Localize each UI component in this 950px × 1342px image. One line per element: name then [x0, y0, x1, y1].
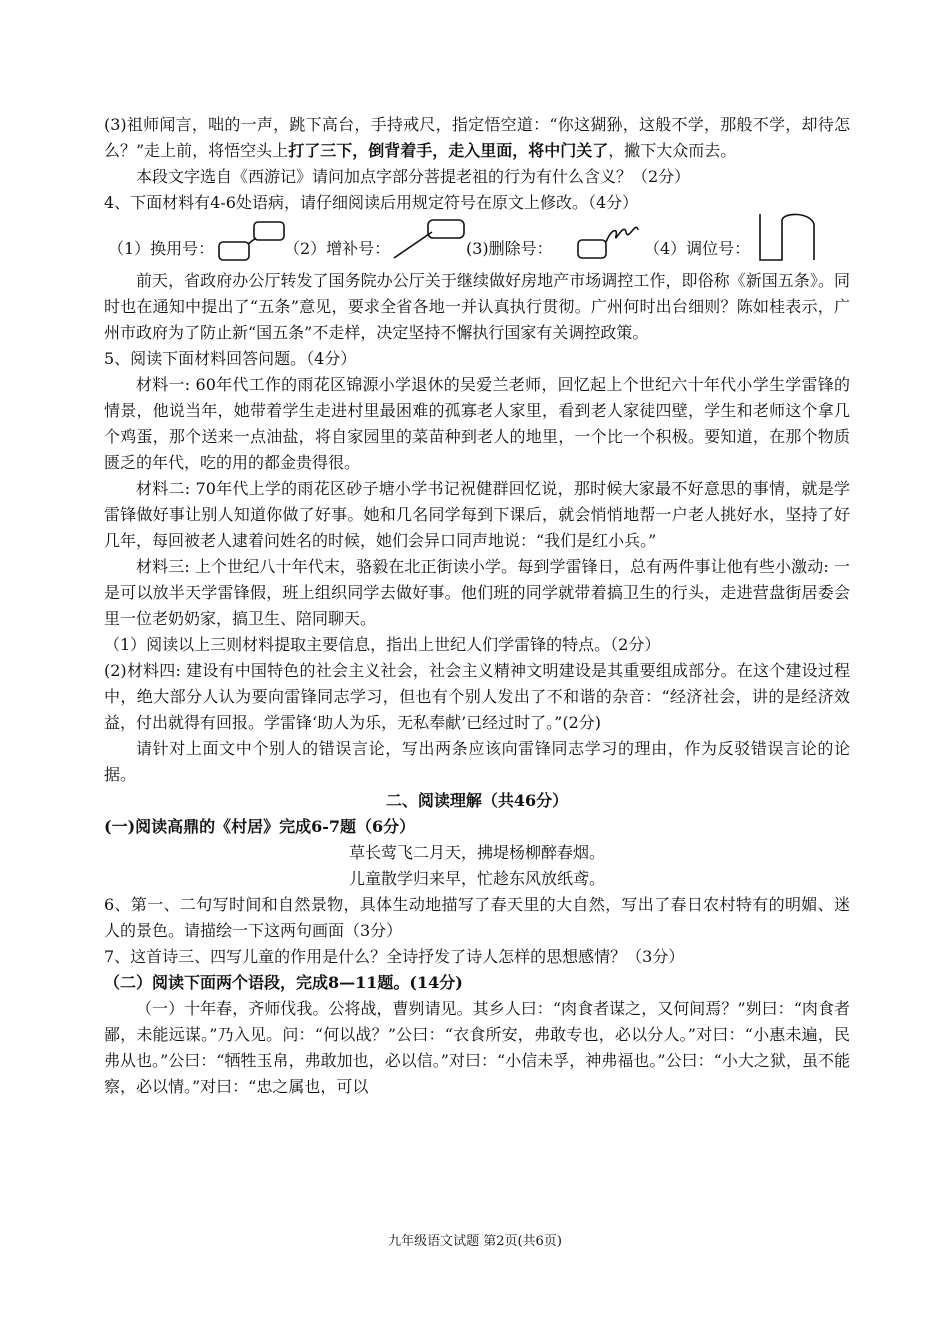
question-5-part-2: (2)材料四: 建设有中国特色的社会主义社会，社会主义精神文明建设是其重要组成部分。在这个建设过程中，绝大部分人认为要向雷锋同志学习，但也有个别人发出了不和谐的杂音：“经济社会，讲的是经济效益，付出就得有回报。学雷锋‘助人为乐，无私奉献’已经过时了。”(2分) [104, 661, 850, 732]
section-2-title: 二、阅读理解（共46分） [385, 791, 569, 810]
insert-mark-icon [392, 218, 472, 264]
exam-page [104, 112, 850, 1100]
section-2-part-2-title: （二）阅读下面两个语段，完成8—11题。(14分) [104, 973, 463, 992]
question-5-part-2-prompt: 请针对上面文中个别人的错误言论，写出两条应该向雷锋同志学习的理由，作为反驳错误言论的论据。 [104, 739, 850, 784]
question-3-text: (3)祖师闻言，咄的一声，跳下高台，手持戒尺，指定悟空道：“你这猢狲，这般不学，那般不学，却待怎么？”走上前，将悟空头上 [104, 115, 850, 160]
question-5-heading: 5、阅读下面材料回答问题。（4分） [104, 349, 357, 368]
material-two: 材料二: 70年代上学的雨花区砂子塘小学书记祝健群回忆说，那时候大家最不好意思的事情，就是学雷锋做好事让别人知道你做了好事。她和几名同学每到下课后，就会悄悄地帮一户老人挑好水，坚持了好几年，每回被老人逮着问姓名的时候，她们会异口同声地说：“我们是红小兵。” [104, 479, 850, 550]
material-one: 材料一: 60年代工作的雨花区锦源小学退休的吴爱兰老师，回忆起上个世纪六十年代小学生学雷锋的情景，他说当年，她带着学生走进村里最困难的孤寡老人家里，看到老人家徒四壁，学生和老师这个拿几个鸡蛋，那个送来一点油盐，将自家园里的菜苗种到老人的地里，一个比一个积极。要知道，在那个物质匮乏的年代，吃的用的都金贵得很。 [104, 375, 850, 472]
mark-replace-label: （1）换用号： [108, 239, 215, 258]
poem-line-1: 草长莺飞二月天，拂堤杨柳醉春烟。 [348, 843, 605, 862]
dotted-phrase: 打了三下，倒背着手，走入里面，将中门关了 [288, 141, 609, 160]
question-3-ending: ，撇下大众而去。 [608, 141, 737, 160]
question-6: 6、第一、二句写时间和自然景物，具体生动地描写了春天里的大自然，写出了春日农村特有的明媚、迷人的景色。请描绘一下这两句画面（3分） [104, 895, 850, 940]
swap-mark-icon [754, 210, 824, 268]
question-7: 7、这首诗三、四写儿童的作用是什么？全诗抒发了诗人怎样的思想感情？（3分） [104, 947, 685, 966]
question-5-part-1: （1）阅读以上三则材料提取主要信息，指出上世纪人们学雷锋的特点。（2分） [104, 635, 661, 654]
mark-insert-label: （2）增补号： [284, 239, 391, 258]
question-3-prompt: 本段文字选自《西游记》请问加点字部分菩提老祖的行为有什么含义？（2分） [136, 167, 691, 186]
page-footer: 九年级语文试题 第2页(共6页) [388, 1234, 562, 1249]
mark-swap-label: （4）调位号： [644, 239, 751, 258]
question-3-paragraph [104, 112, 850, 164]
correction-marks-row [104, 216, 850, 268]
mark-delete-label: (3)删除号： [466, 239, 553, 258]
poem-line-2: 儿童散学归来早，忙趁东风放纸鸢。 [348, 869, 605, 888]
section-2-part-1-title: (一)阅读高鼎的《村居》完成6-7题（6分） [104, 817, 416, 836]
replace-mark-icon [218, 220, 288, 264]
delete-mark-icon [576, 218, 648, 264]
material-paragraph: 前天，省政府办公厅转发了国务院办公厅关于继续做好房地产市场调控工作，即俗称《新国五条》。同时也在通知中提出了“五条”意见，要求全省各地一并认真执行贯彻。广州何时出台细则？陈如桂表示，广州市政府为了防止新“国五条”不走样，决定坚持不懈执行国家有关调控政策。 [104, 271, 850, 342]
question-4-heading: 4、下面材料有4-6处语病，请仔细阅读后用规定符号在原文上修改。（4分） [104, 193, 639, 212]
material-three: 材料三: 上个世纪八十年代末，骆毅在北正街读小学。每到学雷锋日，总有两件事让他有些小激动: 一是可以放半天学雷锋假，班上组织同学去做好事。他们班的同学就带着搞卫生的行头，走进营盘街居委会里一位老奶奶家，搞卫生、陪同聊天。 [104, 557, 850, 628]
classical-text: （一）十年春，齐师伐我。公将战，曹刿请见。其乡人曰：“肉食者谋之，又何间焉？”刿曰：“肉食者鄙，未能远谋。”乃入见。问：“何以战？”公曰：“衣食所安，弗敢专也，必以分人。”对曰：“小惠未遍，民弗从也。”公曰：“牺牲玉帛，弗敢加也，必以信。”对曰：“小信未孚，神弗福也。”公曰：“小大之狱，虽不能察，必以情。”对曰：“忠之属也，可以 [104, 999, 850, 1096]
